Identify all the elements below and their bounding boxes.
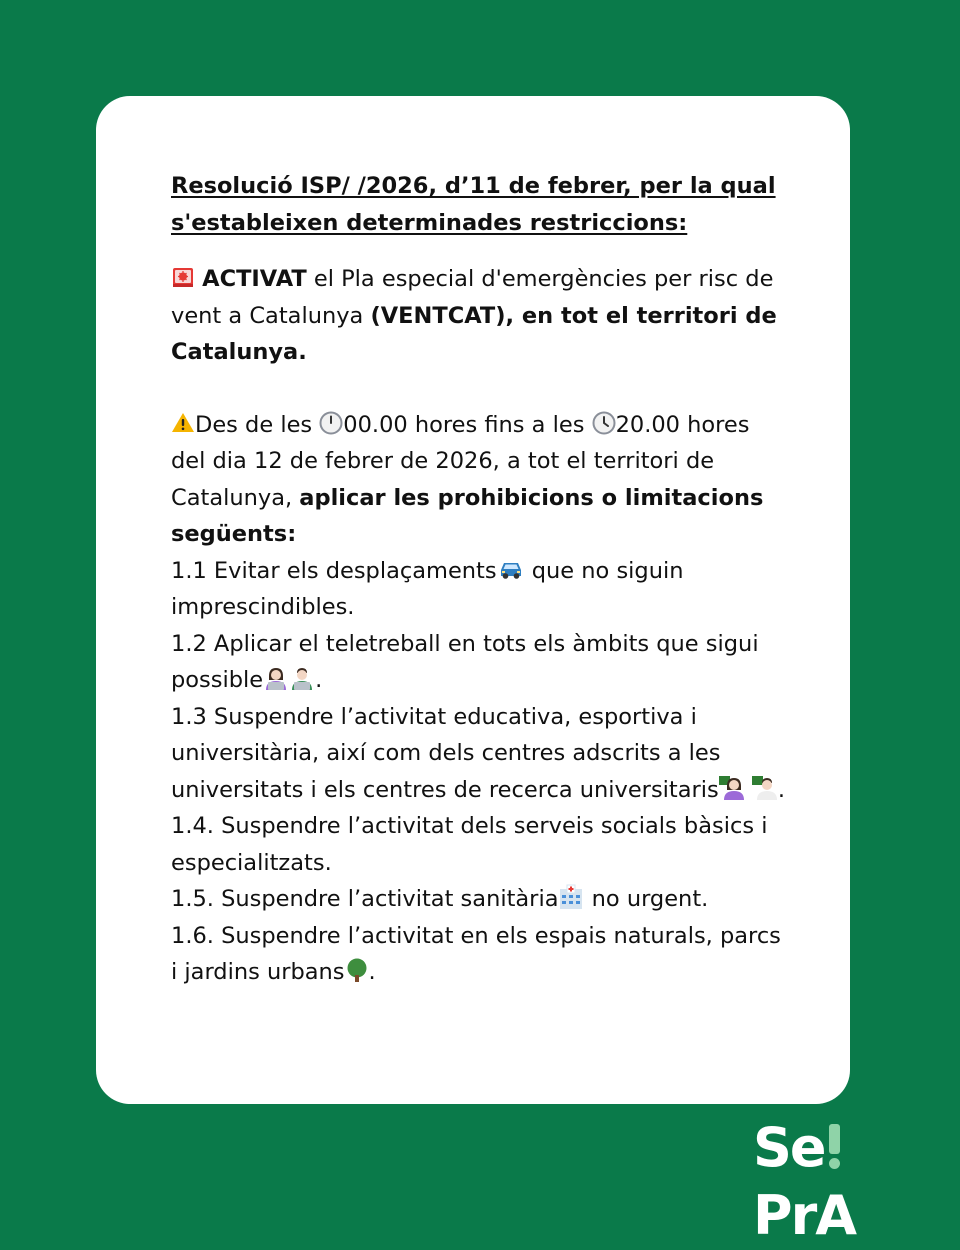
woman-teacher-icon	[719, 776, 745, 800]
sepra-logo	[753, 1114, 928, 1247]
activation-text: el Pla especial d'emergències per risc de vent a Catalunya	[171, 266, 774, 329]
warning-icon	[171, 411, 195, 435]
hospital-icon	[558, 885, 584, 909]
item-1-1: 1.1 Evitar els desplaçaments que no siguin imprescindibles.	[171, 557, 684, 620]
item-1-3: 1.3 Suspendre l’activitat educativa, esportiva i universitària, així com dels centres adscrits a les universitats i els centres de recerca universitaris .	[171, 703, 786, 803]
item-1-5: 1.5. Suspendre l’activitat sanitària no urgent.	[171, 886, 709, 912]
restrictions-paragraph	[171, 407, 791, 553]
document-content	[171, 168, 791, 991]
time-text-1: Des de les	[195, 411, 320, 438]
resolution-title: Resolució ISP/ /2026, d’11 de febrer, per la qual s'estableixen determinades restriccions:	[171, 173, 776, 236]
item-1-2: 1.2 Aplicar el teletreball en tots els àmbits que sigui possible .	[171, 630, 759, 693]
activat-label: ACTIVAT	[202, 266, 307, 292]
tree-icon	[345, 958, 369, 982]
item-1-4: 1.4. Suspendre l’activitat dels serveis socials bàsics i especialitzats.	[171, 813, 768, 876]
document-card	[96, 96, 850, 1104]
clock-icon	[592, 411, 616, 435]
item-1-6: 1.6. Suspendre l’activitat en els espais naturals, parcs i jardins urbans .	[171, 922, 781, 985]
activation-paragraph	[171, 261, 791, 371]
woman-laptop-icon	[263, 666, 289, 690]
logo-text-left: Se	[753, 1116, 825, 1179]
activation-bold: (VENTCAT), en tot el territori de Catalunya.	[171, 302, 777, 365]
man-teacher-icon	[752, 776, 778, 800]
time-text-2: 00.00 hores fins a les	[343, 411, 592, 438]
time-text-3: 20.00 hores del dia 12 de febrer de 2026, a tot el territori de Catalunya,	[171, 411, 750, 511]
logo-text-right: PrA	[753, 1184, 855, 1247]
logo-exclamation-mark	[825, 1118, 845, 1172]
car-icon	[497, 557, 525, 581]
clock-icon	[319, 411, 343, 435]
man-laptop-icon	[289, 666, 315, 690]
siren-icon	[171, 265, 195, 289]
restrictions-bold: aplicar les prohibicions o limitacions següents:	[171, 484, 764, 547]
